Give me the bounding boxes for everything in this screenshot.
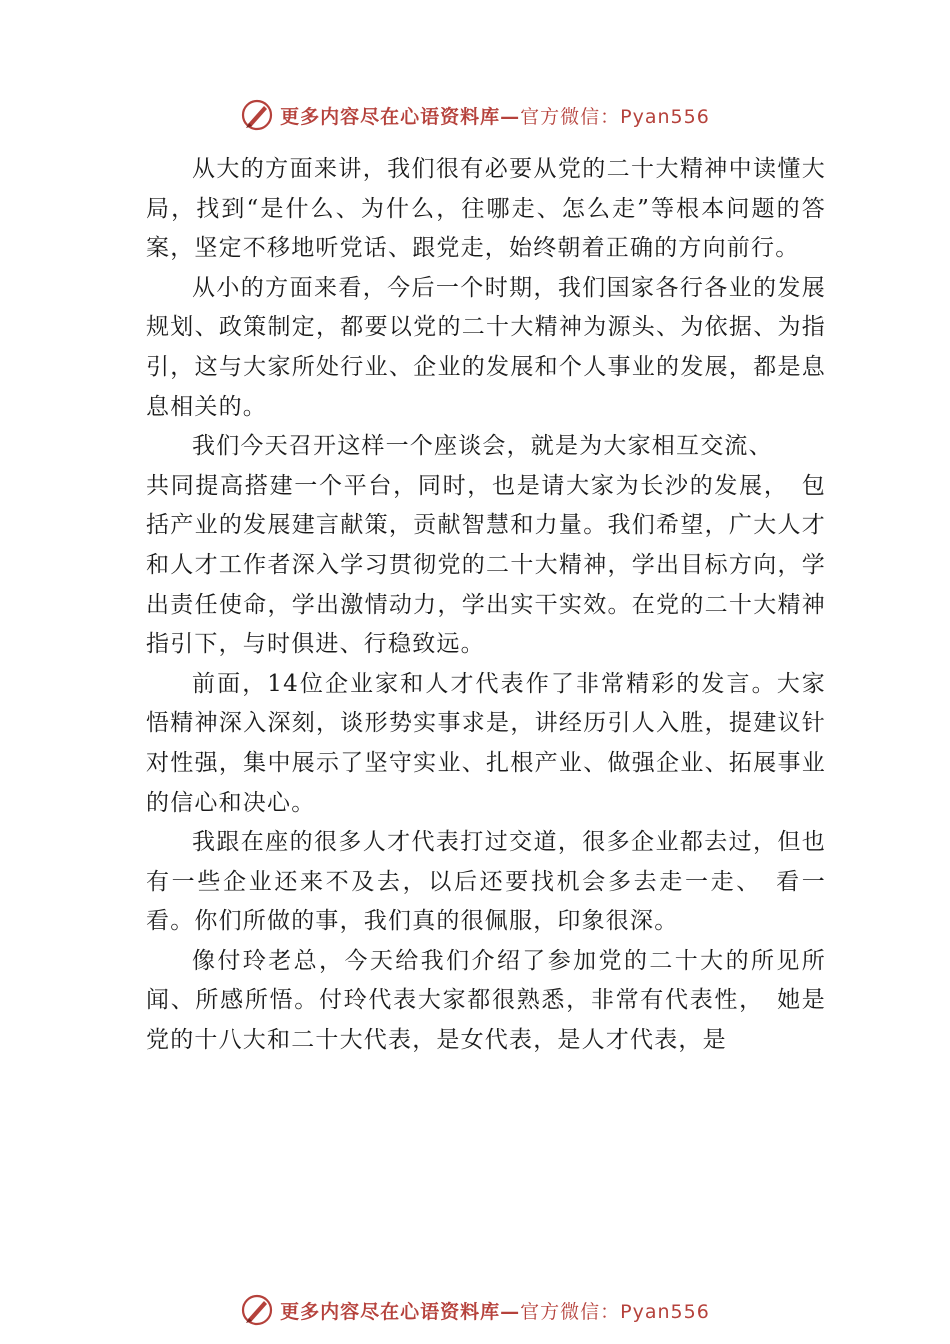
document-body (146, 150, 826, 1061)
footer-watermark (0, 1290, 950, 1330)
watermark-text (280, 102, 710, 129)
paragraph-3: 我们今天召开这样一个座谈会，就是为大家相互交流、 (192, 433, 773, 460)
paragraph-1: 从大的方面来讲，我们很有必要从党的二十大精神中读懂大局，找到“是什么、为什么，往哪走、怎么走”等根本问题的答案，坚定不移地听党话、跟党走，始终朝着正确的方向前行。 (146, 156, 826, 262)
watermark-dash: — (500, 1300, 521, 1323)
watermark-text (280, 1297, 710, 1324)
watermark-main: 更多内容尽在心语资料库 (280, 1300, 501, 1323)
header-watermark (0, 95, 950, 135)
watermark-main: 更多内容尽在心语资料库 (280, 105, 501, 128)
watermark-wechat: 官方微信：Pyan556 (520, 105, 710, 128)
pen-logo-icon (240, 98, 274, 132)
paragraph-5: 前面，14位企业家和人才代表作了非常精彩的发言。大家悟精神深入深刻，谈形势实事求是，讲经历引人入胜，提建议针对性强，集中展示了坚守实业、扎根产业、做强企业、拓展事业的信心和决心。 (146, 670, 826, 816)
paragraph-4: 共同提高搭建一个平台，同时，也是请大家为长沙的发展， 包括产业的发展建言献策，贡献智慧和力量。我们希望，广大人才和人才工作者深入学习贯彻党的二十大精神，学出目标方向，学出责任使命，学出激情动力，学出实干实效。在党的二十大精神指引下，与时俱进、行稳致远。 (146, 472, 826, 658)
pen-logo-icon (240, 1293, 274, 1327)
paragraph-2: 从小的方面来看，今后一个时期，我们国家各行各业的发展规划、政策制定，都要以党的二十大精神为源头、为依据、为指引，这与大家所处行业、企业的发展和个人事业的发展，都是息息相关的。 (146, 274, 826, 420)
watermark-dash: — (500, 105, 521, 128)
paragraph-6: 我跟在座的很多人才代表打过交道，很多企业都去过，但也有一些企业还来不及去，以后还要找机会多去走一走、 看一看。你们所做的事，我们真的很佩服，印象很深。 (146, 829, 826, 935)
paragraph-7: 像付玲老总，今天给我们介绍了参加党的二十大的所见所闻、所感所悟。付玲代表大家都很熟悉，非常有代表性， 她是党的十八大和二十大代表，是女代表，是人才代表，是 (146, 947, 826, 1054)
watermark-wechat: 官方微信：Pyan556 (520, 1300, 710, 1323)
